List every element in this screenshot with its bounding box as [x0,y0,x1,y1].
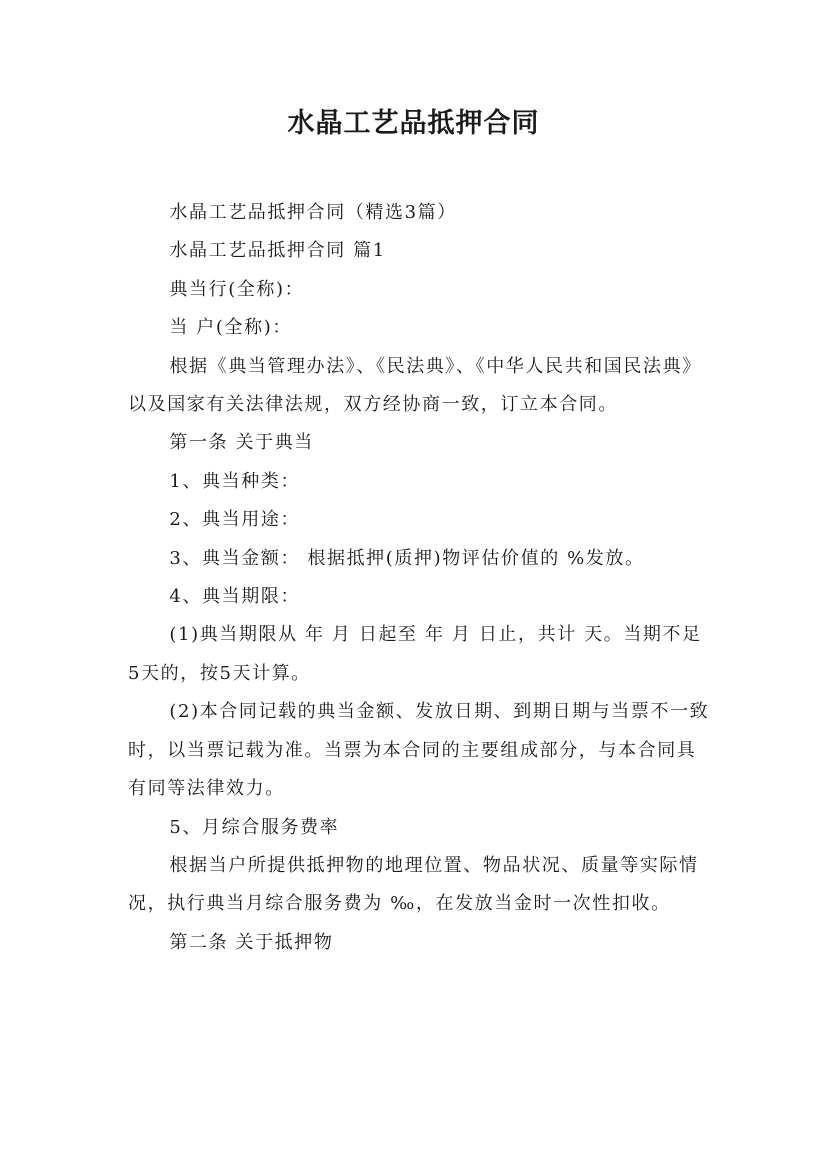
paragraph-term-detail-2: (2)本合同记载的典当金额、发放日期、到期日期与当票不一致时，以当票记载为准。当票为本合同的主要组成部分，与本合同具有同等法律效力。 [128,701,710,800]
paragraph-pawn-amount: 3、典当金额： 根据抵押(质押)物评估价值的 %发放。 [169,547,645,569]
paragraph-service-fee-detail: 根据当户所提供抵押物的地理位置、物品状况、质量等实际情况，执行典当月综合服务费为 ‰，在发放当金时一次性扣收。 [128,854,699,915]
paragraph-pawn-type: 1、典当种类： [169,470,301,492]
paragraph-subtitle: 水晶工艺品抵押合同（精选3篇） [169,202,457,223]
paragraph-article-one: 第一条 关于典当 [169,432,314,454]
document-title: 水晶工艺品抵押合同 [287,108,540,139]
paragraph-legal-basis: 根据《典当管理办法》、《民法典》、《中华人民共和国民法典》以及国家有关法律法规，双方经协商一致，订立本合同。 [128,355,702,416]
paragraph-pawn-term: 4、典当期限： [169,586,301,608]
paragraph-term-detail-1: (1)典当期限从 年 月 日起至 年 月 日止，共计 天。当期不足5天的，按5天计算。 [128,624,702,684]
paragraph-pawn-purpose: 2、典当用途： [169,509,301,531]
paragraph-pawnshop-name: 典当行(全称)： [169,278,305,300]
document-body [128,194,710,962]
paragraph-pawner-name: 当 户(全称)： [169,317,292,339]
paragraph-article-two: 第二条 关于抵押物 [169,931,334,953]
paragraph-service-fee-rate: 5、月综合服务费率 [169,816,340,838]
paragraph-section-heading: 水晶工艺品抵押合同 篇1 [169,240,386,262]
